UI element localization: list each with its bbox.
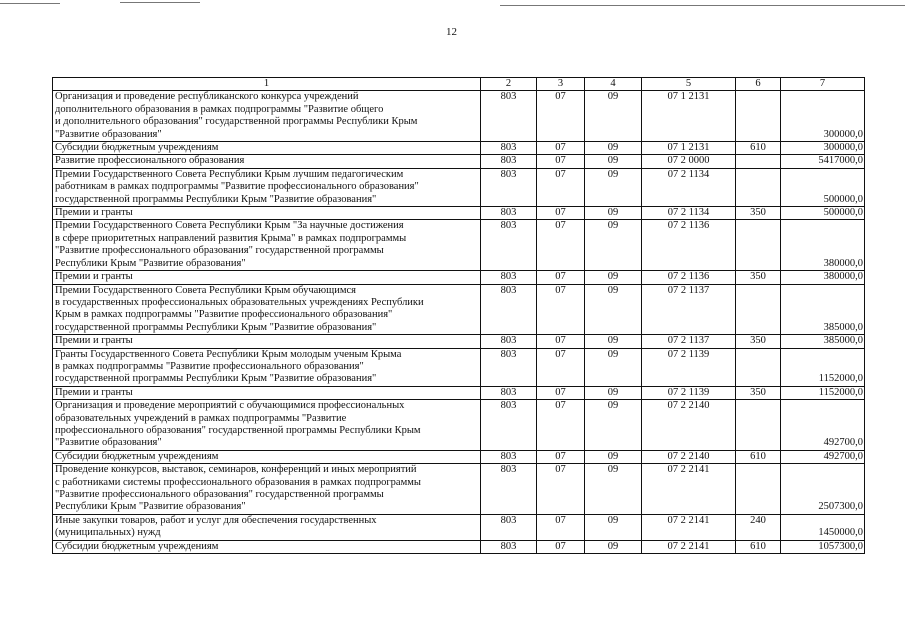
column-header: 4 <box>585 78 642 91</box>
subsection-code-cell: 09 <box>585 514 642 540</box>
subsection-code-cell: 09 <box>585 464 642 515</box>
subsection-code-cell: 09 <box>585 386 642 399</box>
item-name-line: государственной программы Республики Крым "Развитие образования" <box>55 373 377 385</box>
item-name-line: "Развитие профессионального образования" государственной программы <box>55 489 384 500</box>
subsection-code-cell: 09 <box>585 284 642 335</box>
table-header-row <box>53 78 865 91</box>
table-row <box>53 284 865 335</box>
item-name-line: Премии и гранты <box>55 335 133 347</box>
item-name-cell <box>53 284 481 335</box>
page-number: 12 <box>446 26 457 38</box>
item-name-cell <box>53 142 481 155</box>
item-name-line: в рамках подпрограммы "Развитие профессионального образования" <box>55 360 364 372</box>
item-name-cell <box>53 271 481 284</box>
ministry-code-cell: 803 <box>481 168 537 206</box>
table-row <box>53 220 865 271</box>
ministry-code-cell: 803 <box>481 155 537 168</box>
section-code-cell: 07 <box>537 271 585 284</box>
item-name-line: Крым в рамках подпрограммы "Развитие профессионального образования" <box>55 309 393 321</box>
item-name-line: образовательных учреждений в рамках подпрограммы "Развитие <box>55 412 347 424</box>
target-article-cell: 07 1 2131 <box>642 142 736 155</box>
item-name-line: государственной программы Республики Крым "Развитие образования" <box>55 193 377 205</box>
table-row <box>53 168 865 206</box>
expense-type-cell: 610 <box>736 540 781 553</box>
section-code-cell: 07 <box>537 284 585 335</box>
amount-cell: 492700,0 <box>781 400 865 451</box>
item-name-line: Развитие профессионального образования <box>55 155 245 167</box>
section-code-cell: 07 <box>537 540 585 553</box>
target-article-cell: 07 2 0000 <box>642 155 736 168</box>
target-article-cell: 07 2 1136 <box>642 220 736 271</box>
amount-cell: 500000,0 <box>781 168 865 206</box>
subsection-code-cell: 09 <box>585 142 642 155</box>
target-article-cell: 07 2 2141 <box>642 514 736 540</box>
amount-cell: 2507300,0 <box>781 464 865 515</box>
column-header: 2 <box>481 78 537 91</box>
ministry-code-cell: 803 <box>481 400 537 451</box>
section-code-cell: 07 <box>537 155 585 168</box>
item-name-cell <box>53 386 481 399</box>
item-name-line: Премии Государственного Совета Республики Крым "За научные достижения <box>55 220 404 232</box>
item-name-cell <box>53 155 481 168</box>
item-name-line: (муниципальных) нужд <box>55 527 161 539</box>
expense-type-cell: 350 <box>736 207 781 220</box>
table-row <box>53 335 865 348</box>
item-name-line: Субсидии бюджетным учреждениям <box>55 142 219 154</box>
item-name-line: дополнительного образования в рамках подпрограммы "Развитие общего <box>55 103 384 115</box>
target-article-cell: 07 2 1134 <box>642 207 736 220</box>
item-name-line: и дополнительного образования" государственной программы Республики Крым <box>55 116 418 128</box>
amount-cell: 1057300,0 <box>781 540 865 553</box>
section-code-cell: 07 <box>537 450 585 463</box>
table-body <box>53 91 865 554</box>
subsection-code-cell: 09 <box>585 207 642 220</box>
item-name-cell <box>53 348 481 386</box>
table-row <box>53 400 865 451</box>
item-name-cell <box>53 220 481 271</box>
ministry-code-cell: 803 <box>481 540 537 553</box>
item-name-line: Премии и гранты <box>55 386 133 398</box>
table-row <box>53 514 865 540</box>
target-article-cell: 07 2 1134 <box>642 168 736 206</box>
scan-artifact-line <box>0 3 60 4</box>
table-row <box>53 207 865 220</box>
item-name-cell <box>53 450 481 463</box>
amount-cell: 385000,0 <box>781 335 865 348</box>
amount-cell: 300000,0 <box>781 142 865 155</box>
section-code-cell: 07 <box>537 335 585 348</box>
expense-type-cell <box>736 155 781 168</box>
expense-type-cell <box>736 464 781 515</box>
subsection-code-cell: 09 <box>585 400 642 451</box>
table-row <box>53 540 865 553</box>
target-article-cell: 07 2 2141 <box>642 540 736 553</box>
expense-type-cell: 240 <box>736 514 781 540</box>
subsection-code-cell: 09 <box>585 220 642 271</box>
item-name-line: профессионального образования" государственной программы Республики Крым <box>55 424 421 436</box>
item-name-line: Организация и проведение республиканского конкурса учреждений <box>55 91 359 103</box>
section-code-cell: 07 <box>537 207 585 220</box>
item-name-cell <box>53 335 481 348</box>
expense-type-cell: 610 <box>736 142 781 155</box>
budget-table <box>52 77 865 554</box>
subsection-code-cell: 09 <box>585 91 642 142</box>
item-name-cell <box>53 464 481 515</box>
amount-cell: 492700,0 <box>781 450 865 463</box>
amount-cell: 385000,0 <box>781 284 865 335</box>
item-name-line: государственной программы Республики Крым "Развитие образования" <box>55 321 377 333</box>
expense-type-cell <box>736 91 781 142</box>
table-row <box>53 464 865 515</box>
item-name-cell <box>53 514 481 540</box>
amount-cell: 380000,0 <box>781 220 865 271</box>
section-code-cell: 07 <box>537 168 585 206</box>
column-header: 5 <box>642 78 736 91</box>
item-name-line: в сфере приоритетных направлений развития Крыма" в рамках подпрограммы <box>55 232 407 244</box>
item-name-line: Гранты Государственного Совета Республики Крым молодым ученым Крыма <box>55 348 402 360</box>
expense-type-cell <box>736 284 781 335</box>
subsection-code-cell: 09 <box>585 335 642 348</box>
ministry-code-cell: 803 <box>481 464 537 515</box>
item-name-cell <box>53 207 481 220</box>
subsection-code-cell: 09 <box>585 540 642 553</box>
table-row <box>53 142 865 155</box>
item-name-line: "Развитие образования" <box>55 437 162 449</box>
table-row <box>53 450 865 463</box>
target-article-cell: 07 2 2140 <box>642 450 736 463</box>
item-name-cell <box>53 91 481 142</box>
subsection-code-cell: 09 <box>585 155 642 168</box>
amount-cell: 500000,0 <box>781 207 865 220</box>
item-name-line: Республики Крым "Развитие образования" <box>55 501 246 513</box>
ministry-code-cell: 803 <box>481 207 537 220</box>
item-name-line: Премии Государственного Совета Республики Крым лучшим педагогическим <box>55 168 404 180</box>
item-name-line: Организация и проведение мероприятий с обучающимися профессиональных <box>55 400 405 412</box>
item-name-line: Премии и гранты <box>55 271 133 283</box>
table-row <box>53 91 865 142</box>
item-name-line: "Развитие профессионального образования" государственной программы <box>55 245 384 257</box>
amount-cell: 300000,0 <box>781 91 865 142</box>
ministry-code-cell: 803 <box>481 91 537 142</box>
item-name-line: Премии и гранты <box>55 207 133 219</box>
column-header: 7 <box>781 78 865 91</box>
expense-type-cell <box>736 348 781 386</box>
target-article-cell: 07 2 1136 <box>642 271 736 284</box>
ministry-code-cell: 803 <box>481 335 537 348</box>
ministry-code-cell: 803 <box>481 142 537 155</box>
amount-cell: 1152000,0 <box>781 348 865 386</box>
table-row <box>53 348 865 386</box>
target-article-cell: 07 2 1137 <box>642 284 736 335</box>
ministry-code-cell: 803 <box>481 284 537 335</box>
item-name-line: Субсидии бюджетным учреждениям <box>55 450 219 462</box>
section-code-cell: 07 <box>537 348 585 386</box>
ministry-code-cell: 803 <box>481 386 537 399</box>
item-name-line: Проведение конкурсов, выставок, семинаров, конференций и иных мероприятий <box>55 464 417 476</box>
ministry-code-cell: 803 <box>481 514 537 540</box>
item-name-line: работникам в рамках подпрограммы "Развитие профессионального образования" <box>55 181 419 193</box>
section-code-cell: 07 <box>537 514 585 540</box>
column-header: 6 <box>736 78 781 91</box>
scan-artifact-line <box>500 5 905 6</box>
ministry-code-cell: 803 <box>481 450 537 463</box>
section-code-cell: 07 <box>537 386 585 399</box>
table-row <box>53 271 865 284</box>
target-article-cell: 07 2 1139 <box>642 348 736 386</box>
expense-type-cell: 610 <box>736 450 781 463</box>
target-article-cell: 07 2 1137 <box>642 335 736 348</box>
expense-type-cell <box>736 400 781 451</box>
target-article-cell: 07 2 1139 <box>642 386 736 399</box>
amount-cell: 5417000,0 <box>781 155 865 168</box>
item-name-line: Республики Крым "Развитие образования" <box>55 257 246 269</box>
ministry-code-cell: 803 <box>481 220 537 271</box>
subsection-code-cell: 09 <box>585 450 642 463</box>
section-code-cell: 07 <box>537 91 585 142</box>
section-code-cell: 07 <box>537 220 585 271</box>
subsection-code-cell: 09 <box>585 348 642 386</box>
expense-type-cell: 350 <box>736 386 781 399</box>
subsection-code-cell: 09 <box>585 271 642 284</box>
item-name-line: Субсидии бюджетным учреждениям <box>55 540 219 552</box>
expense-type-cell: 350 <box>736 271 781 284</box>
item-name-line: с работниками системы профессионального образования в рамках подпрограммы <box>55 476 421 488</box>
table-row <box>53 386 865 399</box>
item-name-line: в государственных профессиональных образовательных учреждениях Республики <box>55 296 424 308</box>
ministry-code-cell: 803 <box>481 271 537 284</box>
item-name-line: Премии Государственного Совета Республики Крым обучающимся <box>55 284 356 296</box>
expense-type-cell: 350 <box>736 335 781 348</box>
section-code-cell: 07 <box>537 142 585 155</box>
target-article-cell: 07 2 2141 <box>642 464 736 515</box>
scan-artifact-line <box>120 2 200 3</box>
item-name-line: "Развитие образования" <box>55 128 162 140</box>
item-name-line: Иные закупки товаров, работ и услуг для обеспечения государственных <box>55 514 377 526</box>
amount-cell: 1152000,0 <box>781 386 865 399</box>
target-article-cell: 07 1 2131 <box>642 91 736 142</box>
section-code-cell: 07 <box>537 400 585 451</box>
expense-type-cell <box>736 168 781 206</box>
section-code-cell: 07 <box>537 464 585 515</box>
column-header: 1 <box>53 78 481 91</box>
amount-cell: 1450000,0 <box>781 514 865 540</box>
item-name-cell <box>53 168 481 206</box>
ministry-code-cell: 803 <box>481 348 537 386</box>
target-article-cell: 07 2 2140 <box>642 400 736 451</box>
item-name-cell <box>53 540 481 553</box>
column-header: 3 <box>537 78 585 91</box>
expense-type-cell <box>736 220 781 271</box>
subsection-code-cell: 09 <box>585 168 642 206</box>
amount-cell: 380000,0 <box>781 271 865 284</box>
table-row <box>53 155 865 168</box>
item-name-cell <box>53 400 481 451</box>
